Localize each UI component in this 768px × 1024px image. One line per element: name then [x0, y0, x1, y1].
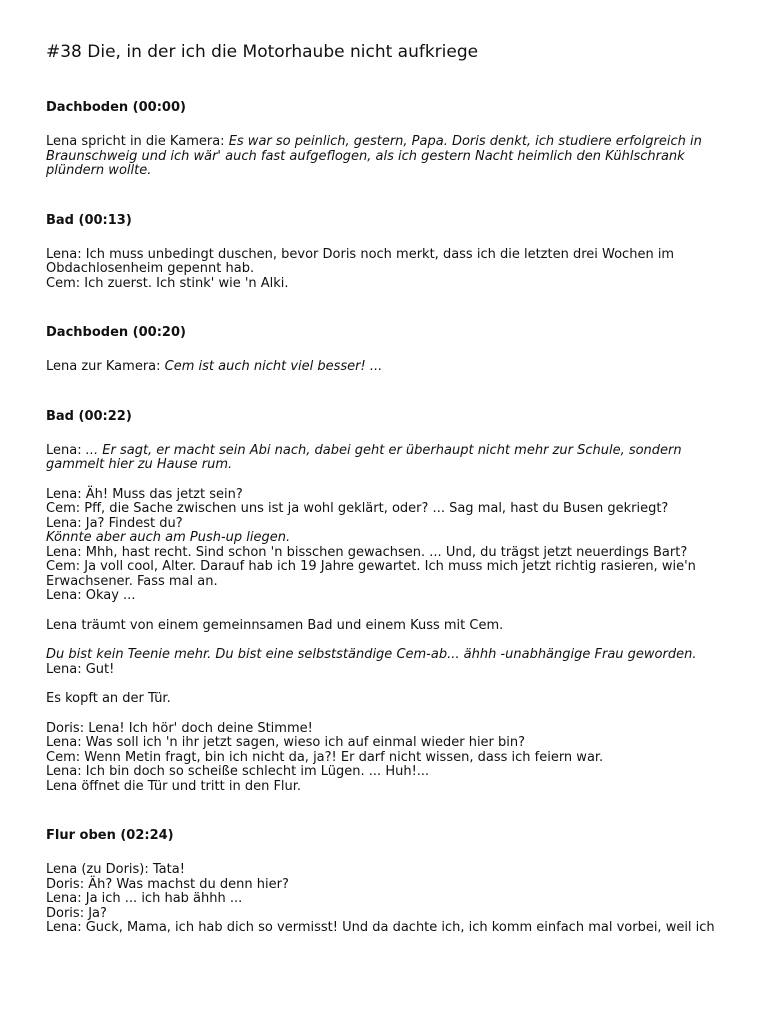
dialogue-text: Lena: Ich bin doch so scheiße schlecht im Lügen. ... Huh!... [46, 764, 430, 779]
scene-section [46, 828, 728, 936]
dialogue-text: Doris: Äh? Was machst du denn hier? [46, 876, 289, 892]
italic-text: Du bist kein Teenie mehr. Du bist eine selbstständige Cem-ab... ähhh -unabhängige Frau geworden. [46, 647, 697, 662]
scene-section [46, 213, 728, 292]
dialogue-text: Lena öffnet die Tür und tritt in den Flur. [46, 778, 302, 794]
italic-text: Es war so peinlich, gestern, Papa. Doris denkt, ich studiere erfolgreich in Braunschweig und ich wär' auch fast aufgeflogen, als ich gestern Nacht heimlich den Kühlschrank plündern wollte. [46, 134, 702, 178]
dialogue-text: Lena: Ja? Findest du? [46, 515, 183, 531]
scene-list [46, 100, 728, 936]
dialogue-paragraph [46, 863, 728, 936]
dialogue-text: Cem: Ich zuerst. Ich stink' wie 'n Alki. [46, 275, 289, 291]
scene-heading: Dachboden (00:00) [46, 100, 186, 115]
italic-text: ... Er sagt, er macht sein Abi nach, dabei geht er überhaupt nicht mehr zur Schule, sondern gammelt hier zu Hause rum. [46, 442, 682, 472]
dialogue-paragraph [46, 648, 728, 677]
dialogue-paragraph [46, 360, 728, 375]
dialogue-text: Lena: [46, 442, 86, 458]
dialogue-text: Lena (zu Doris): Tata! [46, 862, 185, 877]
scene-section [46, 409, 728, 795]
dialogue-text: Doris: Ja? [46, 905, 107, 921]
scene-section [46, 325, 728, 375]
dialogue-text: Lena: Mhh, hast recht. Sind schon 'n bisschen gewachsen. ... Und, du trägst jetzt neuerdings Bart? [46, 544, 688, 560]
dialogue-text: Es kopft an der Tür. [46, 691, 171, 706]
dialogue-text: Cem: Pff, die Sache zwischen uns ist ja wohl geklärt, oder? ... Sag mal, hast du Busen gekriegt? [46, 501, 669, 516]
dialogue-text: Lena spricht in die Kamera: [46, 134, 229, 149]
dialogue-paragraph [46, 444, 728, 473]
dialogue-text: Lena träumt von einem gemeinnsamen Bad und einem Kuss mit Cem. [46, 617, 504, 633]
dialogue-text: Lena: Ich muss unbedingt duschen, bevor Doris noch merkt, dass ich die letzten drei Wochen im Obdachlosenheim gepennt hab. [46, 246, 675, 276]
dialogue-paragraph [46, 135, 728, 179]
dialogue-text: Cem: Ja voll cool, Alter. Darauf hab ich 19 Jahre gewartet. Ich muss mich jetzt richtig rasieren, wie'n Erwachsener. Fass mal an. [46, 559, 696, 589]
scene-heading: Bad (00:22) [46, 408, 132, 424]
dialogue-text: Lena: Okay ... [46, 588, 136, 603]
scene-heading: Bad (00:13) [46, 212, 132, 228]
dialogue-text: Lena zur Kamera: [46, 359, 165, 374]
dialogue-paragraph [46, 722, 728, 795]
dialogue-paragraph [46, 248, 728, 292]
dialogue-text: Lena: Äh! Muss das jetzt sein? [46, 486, 243, 502]
dialogue-paragraph [46, 619, 728, 634]
italic-text: Könnte aber auch am Push-up liegen. [46, 530, 291, 545]
dialogue-text: Lena: Gut! [46, 661, 115, 677]
dialogue-text: Lena: Guck, Mama, ich hab dich so vermisst! Und da dachte ich, ich komm einfach mal vorbei, weil ich [46, 920, 715, 935]
dialogue-paragraph [46, 692, 728, 707]
scene-heading: Flur oben (02:24) [46, 828, 174, 843]
dialogue-text: Doris: Lena! Ich hör' doch deine Stimme! [46, 720, 313, 736]
dialogue-text: Lena: Ja ich ... ich hab ähhh ... [46, 891, 243, 906]
scene-section [46, 100, 728, 179]
italic-text: Cem ist auch nicht viel besser! ... [164, 359, 383, 374]
dialogue-text: Lena: Was soll ich 'n ihr jetzt sagen, wieso ich auf einmal wieder hier bin? [46, 735, 526, 750]
dialogue-paragraph [46, 488, 728, 604]
scene-heading: Dachboden (00:20) [46, 325, 186, 340]
dialogue-text: Cem: Wenn Metin fragt, bin ich nicht da, ja?! Er darf nicht wissen, dass ich feiern war. [46, 749, 604, 765]
document-title: #38 Die, in der ich die Motorhaube nicht aufkriege [46, 42, 479, 62]
